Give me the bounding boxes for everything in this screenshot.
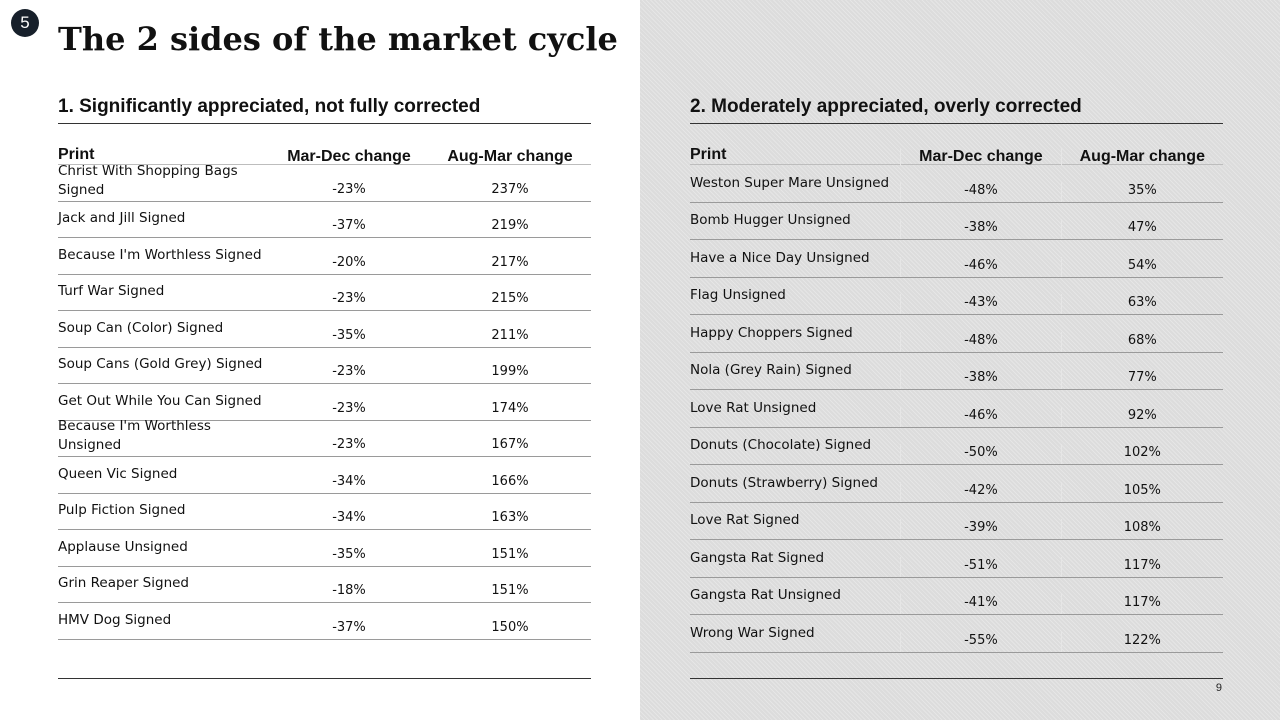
aug-mar-cell: 108%: [1061, 519, 1223, 539]
aug-mar-cell: 151%: [491, 583, 529, 598]
mar-dec-cell: -37%: [332, 619, 366, 635]
print-cell: Bomb Hugger Unsigned: [690, 212, 851, 228]
table-row: [58, 348, 591, 385]
table-row: [58, 311, 591, 348]
mar-dec-cell: -55%: [900, 632, 1060, 652]
aug-mar-cell: 237%: [491, 181, 529, 197]
table-row: [58, 202, 591, 239]
print-cell: Grin Reaper Signed: [58, 575, 189, 591]
aug-mar-cell: 151%: [491, 546, 529, 562]
right-heading-rule: [690, 123, 1223, 124]
mar-dec-cell: -35%: [332, 327, 366, 343]
right-table-body: [690, 165, 1223, 653]
left-table-panel: [58, 94, 591, 640]
table-row: [58, 530, 591, 567]
mar-dec-cell: -39%: [900, 519, 1060, 539]
print-cell: Jack and Jill Signed: [58, 210, 186, 226]
column-header-mar-dec: Mar-Dec change: [900, 148, 1060, 166]
left-section-heading: 1. Significantly appreciated, not fully corrected: [58, 96, 481, 117]
table-row: [690, 240, 1223, 278]
table-row: [58, 567, 591, 604]
aug-mar-cell: 102%: [1061, 444, 1223, 464]
print-cell: Because I'm Worthless Unsigned: [58, 418, 211, 453]
mar-dec-cell: -37%: [332, 218, 366, 233]
aug-mar-cell: 167%: [491, 437, 529, 452]
column-header-print: Print: [690, 146, 727, 163]
print-cell: Get Out While You Can Signed: [58, 392, 262, 409]
aug-mar-cell: 166%: [491, 473, 529, 489]
print-cell: HMV Dog Signed: [58, 611, 172, 628]
table-row: [690, 165, 1223, 203]
mar-dec-cell: -34%: [332, 473, 366, 489]
table-row: [58, 457, 591, 494]
print-cell: Wrong War Signed: [690, 624, 815, 641]
mar-dec-cell: -42%: [900, 482, 1060, 502]
aug-mar-cell: 219%: [491, 218, 529, 233]
aug-mar-cell: 68%: [1061, 332, 1223, 352]
mar-dec-cell: -50%: [900, 444, 1060, 464]
print-cell: Flag Unsigned: [690, 287, 786, 303]
print-cell: Queen Vic Signed: [58, 465, 178, 482]
print-cell: Have a Nice Day Unsigned: [690, 249, 870, 266]
table-row: [690, 503, 1223, 541]
table-row: [58, 162, 591, 202]
mar-dec-cell: -51%: [900, 557, 1060, 577]
mar-dec-cell: -23%: [332, 437, 366, 452]
print-cell: Donuts (Strawberry) Signed: [690, 474, 878, 491]
aug-mar-cell: 92%: [1061, 407, 1223, 427]
print-cell: Weston Super Mare Unsigned: [690, 174, 890, 191]
print-cell: Donuts (Chocolate) Signed: [690, 437, 872, 453]
mar-dec-cell: -43%: [900, 294, 1060, 314]
print-cell: Nola (Grey Rain) Signed: [690, 362, 852, 378]
left-heading-rule: [58, 123, 591, 124]
print-cell: Love Rat Unsigned: [690, 399, 817, 416]
table-row: [690, 278, 1223, 316]
table-row: [58, 238, 591, 275]
column-header-aug-mar: Aug-Mar change: [1061, 148, 1223, 166]
aug-mar-cell: 35%: [1061, 182, 1223, 202]
table-row: [58, 418, 591, 458]
mar-dec-cell: -38%: [900, 369, 1060, 389]
aug-mar-cell: 174%: [491, 400, 529, 416]
aug-mar-cell: 163%: [491, 510, 529, 525]
aug-mar-cell: 117%: [1061, 594, 1223, 614]
mar-dec-cell: -20%: [332, 254, 366, 270]
aug-mar-cell: 47%: [1061, 219, 1223, 239]
print-cell: Turf War Signed: [58, 283, 165, 299]
table-row: [58, 494, 591, 531]
print-cell: Soup Can (Color) Signed: [58, 319, 224, 336]
right-table-panel: [690, 94, 1223, 653]
mar-dec-cell: -23%: [332, 291, 366, 306]
left-bottom-rule: [58, 678, 591, 679]
aug-mar-cell: 54%: [1061, 257, 1223, 277]
print-cell: Soup Cans (Gold Grey) Signed: [58, 356, 263, 372]
mar-dec-cell: -46%: [900, 257, 1060, 277]
aug-mar-cell: 77%: [1061, 369, 1223, 389]
table-row: [690, 540, 1223, 578]
slide-number-badge: 5: [11, 9, 39, 37]
mar-dec-cell: -48%: [900, 332, 1060, 352]
aug-mar-cell: 211%: [491, 327, 529, 343]
mar-dec-cell: -34%: [332, 510, 366, 525]
table-row: [690, 578, 1223, 616]
aug-mar-cell: 217%: [491, 254, 529, 270]
right-section-heading: 2. Moderately appreciated, overly corrected: [690, 96, 1082, 117]
table-row: [690, 428, 1223, 466]
table-row: [690, 390, 1223, 428]
right-bottom-rule: [690, 678, 1223, 679]
print-cell: Love Rat Signed: [690, 512, 800, 528]
table-row: [690, 353, 1223, 391]
table-row: [690, 615, 1223, 653]
table-row: [58, 275, 591, 312]
mar-dec-cell: -38%: [900, 219, 1060, 239]
slide-title: The 2 sides of the market cycle: [58, 20, 618, 58]
mar-dec-cell: -23%: [332, 400, 366, 416]
mar-dec-cell: -18%: [332, 583, 366, 598]
table-row: [58, 384, 591, 421]
print-cell: Applause Unsigned: [58, 538, 188, 555]
print-cell: Christ With Shopping Bags Signed: [58, 162, 238, 198]
print-cell: Because I'm Worthless Signed: [58, 246, 262, 263]
aug-mar-cell: 117%: [1061, 557, 1223, 577]
print-cell: Happy Choppers Signed: [690, 324, 853, 341]
aug-mar-cell: 122%: [1061, 632, 1223, 652]
table-row: [58, 603, 591, 640]
left-table-body: [58, 162, 591, 640]
aug-mar-cell: 150%: [491, 619, 529, 635]
mar-dec-cell: -46%: [900, 407, 1060, 427]
right-table-header: [690, 142, 1223, 165]
print-cell: Gangsta Rat Unsigned: [690, 587, 841, 603]
mar-dec-cell: -41%: [900, 594, 1060, 614]
print-cell: Pulp Fiction Signed: [58, 502, 186, 518]
aug-mar-cell: 199%: [491, 364, 529, 379]
print-cell: Gangsta Rat Signed: [690, 549, 825, 566]
table-row: [690, 315, 1223, 353]
mar-dec-cell: -35%: [332, 546, 366, 562]
mar-dec-cell: -23%: [332, 181, 366, 197]
aug-mar-cell: 63%: [1061, 294, 1223, 314]
column-header-print: Print: [58, 146, 95, 163]
aug-mar-cell: 105%: [1061, 482, 1223, 502]
table-row: [690, 465, 1223, 503]
page-number: 9: [1215, 682, 1222, 694]
column-header-aug-mar: Aug-Mar change: [447, 148, 573, 165]
column-header-mar-dec: Mar-Dec change: [287, 148, 411, 165]
table-row: [690, 203, 1223, 241]
mar-dec-cell: -23%: [332, 364, 366, 379]
aug-mar-cell: 215%: [491, 291, 529, 306]
mar-dec-cell: -48%: [900, 182, 1060, 202]
